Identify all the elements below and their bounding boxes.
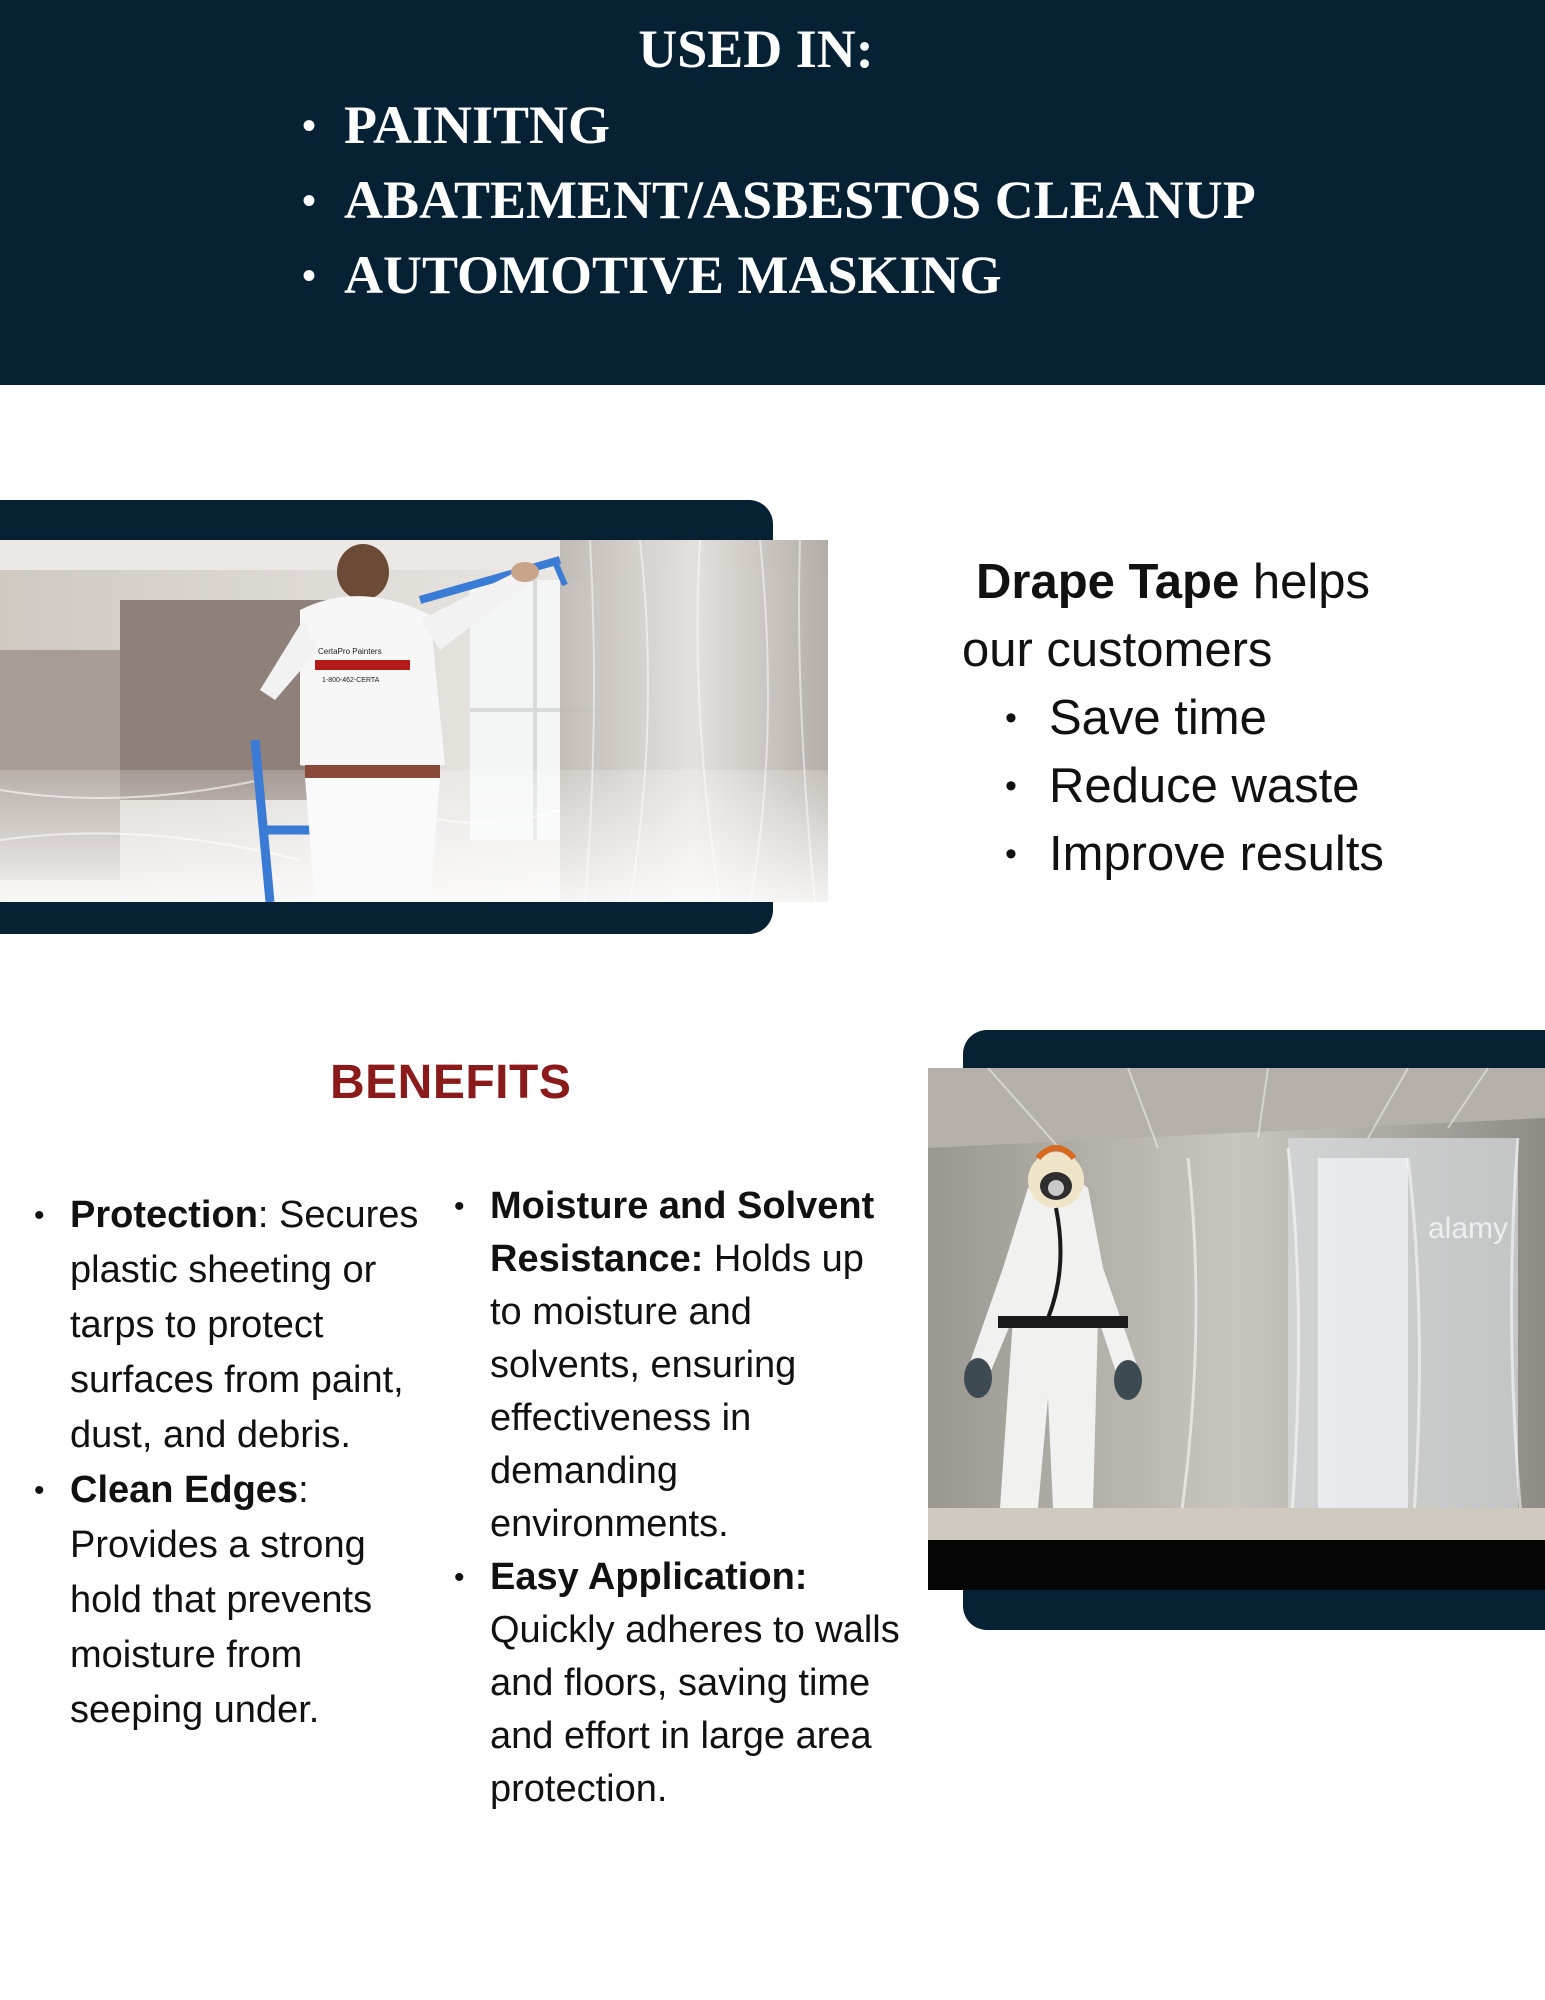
bullet-icon: • xyxy=(1005,767,1017,805)
list-item xyxy=(962,820,1442,888)
benefit-item xyxy=(34,1188,444,1463)
list-item-label: ABATEMENT/ASBESTOS CLEANUP xyxy=(344,170,1256,230)
shirt-text: CertaPro Painters xyxy=(318,647,382,656)
bullet-icon: • xyxy=(302,178,317,223)
bullet-icon: • xyxy=(302,103,317,148)
benefit-item xyxy=(454,1551,904,1816)
list-item-label: PAINITNG xyxy=(344,95,611,155)
bullet-icon: • xyxy=(454,1190,465,1223)
benefit-item xyxy=(454,1180,904,1551)
helps-list xyxy=(962,684,1442,888)
benefits-left-list xyxy=(34,1188,444,1738)
benefit-heading: Clean Edges xyxy=(70,1469,299,1511)
benefit-heading: Easy Application: xyxy=(490,1556,808,1598)
list-item xyxy=(298,163,1256,238)
helps-lead-text: helps xyxy=(1239,555,1370,609)
helps-lead xyxy=(962,548,1442,616)
shirt-text: 1-800-462-CERTA xyxy=(322,677,380,684)
painter-photo xyxy=(0,540,828,902)
benefit-heading: Moisture and Solvent Resistance: xyxy=(490,1185,875,1280)
benefit-text: : Secures plastic sheeting or tarps to protect surfaces from paint, dust, and debris. xyxy=(70,1194,419,1456)
benefit-text: Holds up to moisture and solvents, ensuring effectiveness in demanding environments. xyxy=(490,1238,864,1545)
benefit-item xyxy=(34,1463,444,1738)
bullet-icon: • xyxy=(454,1561,465,1594)
list-item xyxy=(298,88,1256,163)
uses-list xyxy=(298,88,1256,313)
abatement-photo xyxy=(928,1068,1545,1590)
bullet-icon: • xyxy=(34,1474,45,1507)
helps-lead-line2: our customers xyxy=(962,623,1273,677)
list-item-label: AUTOMOTIVE MASKING xyxy=(344,245,1002,305)
list-item xyxy=(298,238,1256,313)
list-item xyxy=(962,752,1442,820)
benefits-right-list xyxy=(454,1180,904,1816)
benefits-title: BENEFITS xyxy=(330,1056,572,1109)
bullet-icon: • xyxy=(34,1199,45,1232)
bullet-icon: • xyxy=(1005,835,1017,873)
brand-name: Drape Tape xyxy=(976,555,1240,609)
list-item xyxy=(962,684,1442,752)
list-item-label: Save time xyxy=(1049,691,1267,745)
helps-panel xyxy=(962,548,1442,888)
list-item-label: Reduce waste xyxy=(1049,759,1360,813)
bullet-icon: • xyxy=(302,253,317,298)
bullet-icon: • xyxy=(1005,699,1017,737)
benefit-heading: Protection xyxy=(70,1194,258,1236)
benefit-text: Quickly adheres to walls and floors, saving time and effort in large area protection. xyxy=(490,1609,900,1810)
watermark: alamy xyxy=(1428,1212,1509,1245)
list-item-label: Improve results xyxy=(1049,827,1384,881)
used-in-banner xyxy=(0,0,1545,385)
banner-title: USED IN: xyxy=(638,19,874,79)
benefit-text: : Provides a strong hold that prevents moisture from seeping under. xyxy=(70,1469,373,1731)
